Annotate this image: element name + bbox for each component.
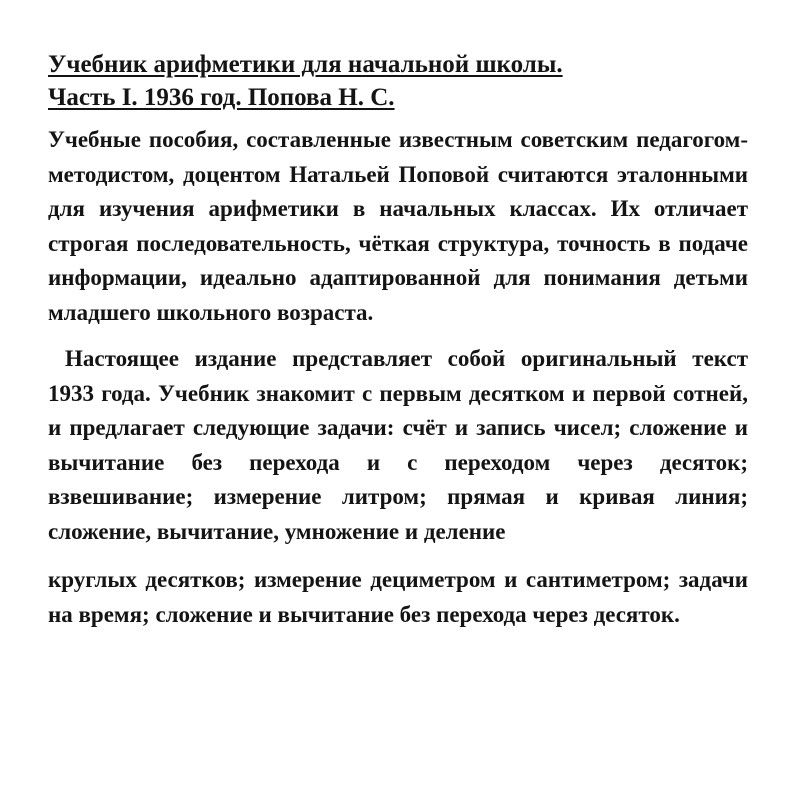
- document-title: [48, 48, 748, 114]
- paragraph-description: Учебные пособия, составленные известным советским педагогом-методистом, доцентом Натальей Поповой считаются эталонными для изучения арифметики в начальных классах. Их отличает строгая последовательность, чёткая структура, точность в подаче информации, идеально адаптированной для понимания детьми младшего школьного возраста.: [48, 127, 748, 325]
- title-line-2: Часть I. 1936 год. Попова Н. С.: [48, 84, 395, 111]
- document-page: [48, 48, 748, 632]
- paragraph-contents-continued: круглых десятков; измерение дециметром и сантиметром; задачи на время; сложение и вычитание без перехода через десяток.: [48, 567, 748, 627]
- paragraph-edition-contents: Настоящее издание представляет собой оригинальный текст 1933 года. Учебник знакомит с первым десятком и первой сотней, и предлагает следующие задачи: счёт и запись чисел; сложение и вычитание без перехода и с переходом через десяток; взвешивание; измерение литром; прямая и кривая линия; сложение, вычитание, умножение и деление: [48, 346, 748, 544]
- title-line-1: Учебник арифметики для начальной школы.: [48, 51, 563, 78]
